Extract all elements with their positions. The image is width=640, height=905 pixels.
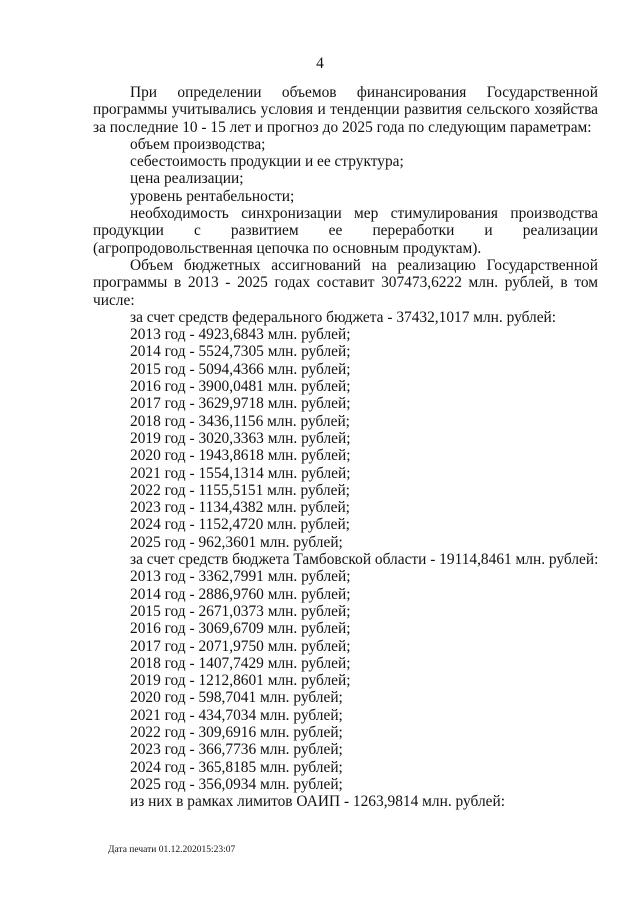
federal-year-item: 2017 год - 3629,9718 млн. рублей; (130, 395, 351, 413)
intro-paragraph: При определении объемов финансирования Государственной программы учитывались условия и тенденции развития сельского хозяйства за последние 10 - 15 лет и прогноз до 2025 года по следующим параметрам: (93, 84, 598, 136)
federal-year-item: 2013 год - 4923,6843 млн. рублей; (130, 326, 351, 344)
volume-paragraph: Объем бюджетных ассигнований на реализацию Государственной программы в 2013 - 2025 годах составит 307473,6222 млн. рублей, в том числе: (93, 256, 598, 309)
regional-year-item: 2014 год - 2886,9760 млн. рублей; (130, 585, 351, 603)
federal-year-item: 2025 год - 962,3601 млн. рублей; (130, 533, 343, 551)
parameter-item: себестоимость продукции и ее структура; (130, 153, 404, 171)
regional-year-item: 2017 год - 2071,9750 млн. рублей; (130, 637, 351, 655)
oaip-line: из них в рамках лимитов ОАИП - 1263,9814 млн. рублей: (130, 793, 505, 811)
regional-year-item: 2021 год - 434,7034 млн. рублей; (130, 706, 343, 724)
regional-year-item: 2015 год - 2671,0373 млн. рублей; (130, 602, 351, 620)
parameter-item: уровень рентабельности; (130, 187, 295, 205)
parameter-item: объем производства; (130, 135, 266, 153)
regional-year-item: 2013 год - 3362,7991 млн. рублей; (130, 568, 351, 586)
regional-years-list (93, 568, 598, 793)
regional-budget-header: за счет средств бюджета Тамбовской области - 19114,8461 млн. рублей: (130, 551, 599, 569)
federal-year-item: 2015 год - 5094,4366 млн. рублей; (130, 360, 351, 378)
page-number: 4 (316, 55, 324, 72)
federal-year-item: 2021 год - 1554,1314 млн. рублей; (130, 464, 351, 482)
federal-year-item: 2016 год - 3900,0481 млн. рублей; (130, 378, 351, 396)
parameter-item: цена реализации; (130, 170, 244, 188)
regional-year-item: 2023 год - 366,7736 млн. рублей; (130, 741, 343, 759)
regional-year-item: 2018 год - 1407,7429 млн. рублей; (130, 654, 351, 672)
federal-year-item: 2019 год - 3020,3363 млн. рублей; (130, 429, 351, 447)
regional-year-item: 2019 год - 1212,8601 млн. рублей; (130, 672, 351, 690)
federal-year-item: 2014 год - 5524,7305 млн. рублей; (130, 343, 351, 361)
regional-year-item: 2020 год - 598,7041 млн. рублей; (130, 689, 343, 707)
federal-year-item: 2024 год - 1152,4720 млн. рублей; (130, 516, 350, 534)
print-date-footer: Дата печати 01.12.202015:23:07 (108, 845, 236, 855)
regional-year-item: 2024 год - 365,8185 млн. рублей; (130, 758, 343, 776)
federal-year-item: 2018 год - 3436,1156 млн. рублей; (130, 412, 350, 430)
sync-paragraph: необходимость синхронизации мер стимулирования производства продукции с развитием ее переработки и реализации (агропродовольственная цепочка по основным продуктам). (93, 205, 598, 257)
regional-year-item: 2016 год - 3069,6709 млн. рублей; (130, 620, 351, 638)
regional-year-item: 2025 год - 356,0934 млн. рублей; (130, 775, 343, 793)
federal-year-item: 2022 год - 1155,5151 млн. рублей; (130, 481, 350, 499)
federal-year-item: 2020 год - 1943,8618 млн. рублей; (130, 447, 351, 465)
document-body (93, 84, 598, 810)
regional-year-item: 2022 год - 309,6916 млн. рублей; (130, 723, 343, 741)
federal-years-list (93, 326, 598, 551)
parameters-list (93, 136, 598, 205)
federal-year-item: 2023 год - 1134,4382 млн. рублей; (130, 499, 350, 517)
federal-budget-header: за счет средств федерального бюджета - 37432,1017 млн. рублей: (130, 308, 557, 326)
